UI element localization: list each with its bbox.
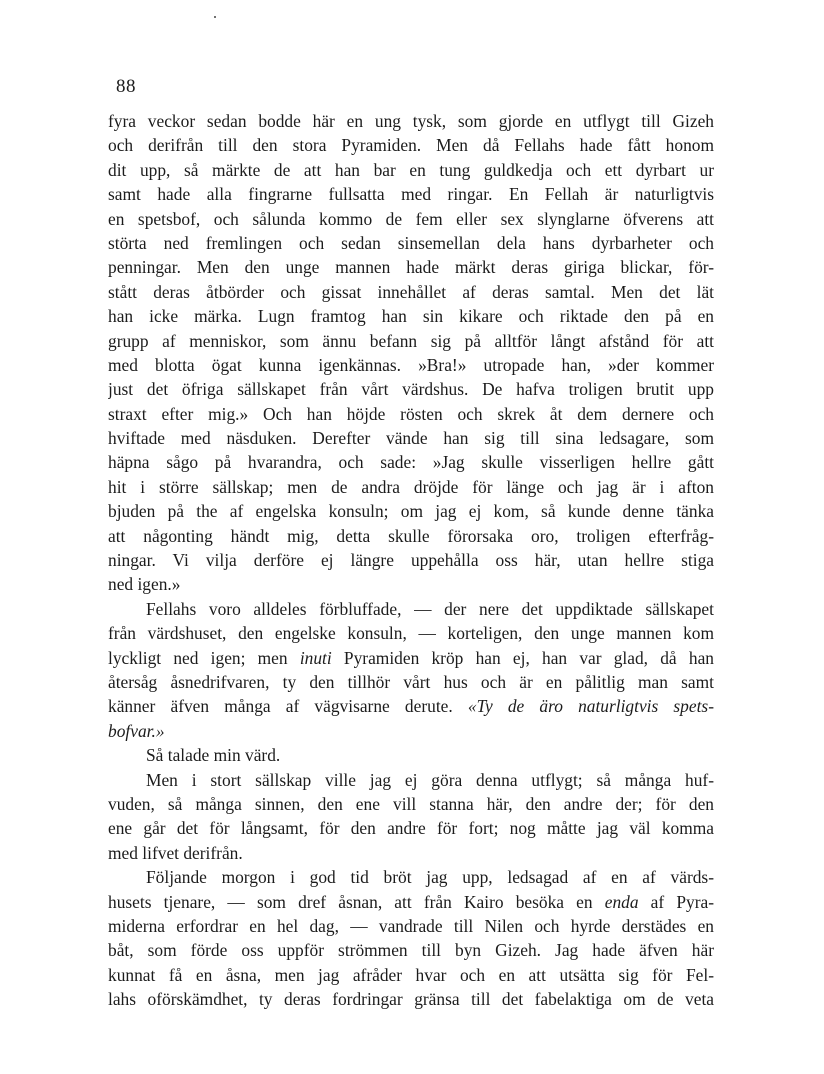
text-line: grupp af menniskor, som ännu befann sig på alltför långt afstånd för att: [108, 330, 714, 351]
text-line: hviftade med näsduken. Derefter vände han sig till sina ledsagare, som: [108, 428, 714, 449]
text-line: just det öfriga sällskapet från vårt värdshus. De hafva troligen brutit upp: [108, 379, 714, 400]
text-line: störta ned fremlingen och sedan sinsemellan dela hans dyrbarheter och: [108, 232, 714, 253]
text-line: ned igen.»: [108, 574, 181, 595]
text-line: hit i större sällskap; men de andra dröjde för länge och jag är i afton: [108, 476, 714, 497]
text-segment: husets tjenare, — som dref åsnan, att från Kairo besöka en: [108, 891, 605, 912]
italic-text: inuti: [299, 647, 332, 668]
text-line: återsåg åsnedrifvaren, ty den tillhör vårt hus och är en pålitlig man samt: [108, 671, 714, 692]
text-segment: af Pyra-: [638, 891, 714, 912]
text-line: bjuden på the af engelska konsuln; om jag ej kom, så kunde denne tänka: [108, 501, 714, 522]
text-line: straxt efter mig.» Och han höjde rösten och skrek åt dem dernere och: [108, 403, 714, 424]
text-line: ene går det för långsamt, för den andre för fort; nog måtte jag väl komma: [108, 818, 714, 839]
text-line: med blotta ögat kunna igenkännas. »Bra!» utropade han, »der kommer: [108, 354, 714, 375]
text-line: att någonting händt mig, detta skulle förorsaka oro, troligen efterfråg-: [108, 525, 714, 546]
text-line: Följande morgon i god tid bröt jag upp, ledsagad af en af värds-: [146, 867, 714, 888]
text-line: penningar. Men den unge mannen hade märkt deras giriga blickar, för-: [108, 257, 714, 278]
text-line: [108, 719, 714, 743]
italic-text: «Ty de äro naturligtvis spets-: [467, 696, 714, 717]
page-number: 88: [116, 76, 136, 97]
text-line: Men i stort sällskap ville jag ej göra denna utflygt; så många huf-: [146, 769, 714, 790]
text-line: en spetsbof, och sålunda kommo de fem eller sex slynglarne öfverens att: [108, 208, 714, 229]
text-line: fyra veckor sedan bodde här en ung tysk, som gjorde en utflygt till Gizeh: [108, 111, 714, 131]
body-text: [108, 109, 714, 1011]
text-line: stått deras åtbörder och gissat innehållet af deras samtal. Men det lät: [108, 281, 714, 302]
text-line: miderna erfordrar en hel dag, — vandrade till Nilen och hyrde derstädes en: [108, 915, 714, 936]
text-line: Fellahs voro alldeles förbluffade, — der nere det uppdiktade sällskapet: [146, 598, 714, 619]
text-line: dit upp, så märkte de att han bar en tung guldkedja och ett dyrbart ur: [108, 159, 714, 180]
text-line: och derifrån till den stora Pyramiden. Men då Fellahs hade fått honom: [108, 135, 714, 156]
text-line: från värdshuset, den engelske konsuln, — korteligen, den unge mannen kom: [108, 623, 714, 644]
text-line: [108, 890, 714, 914]
text-line: med lifvet derifrån.: [108, 842, 243, 863]
text-line: [108, 646, 714, 670]
text-line: Så talade min värd.: [146, 745, 281, 766]
text-line: vuden, så många sinnen, den ene vill stanna här, den andre der; för den: [108, 793, 714, 814]
text-segment: känner äfven många af vägvisarne derute.: [108, 696, 468, 717]
text-line: häpna sågo på hvarandra, och sade: »Jag skulle visserligen hellre gått: [108, 452, 714, 473]
text-line: lahs oförskämdhet, ty deras fordringar gränsa till det fabelaktiga om de veta: [108, 989, 714, 1010]
text-segment: Pyramiden kröp han ej, han var glad, då han: [331, 647, 714, 668]
text-line: ningar. Vi vilja derföre ej längre uppehålla oss här, utan hellre stiga: [108, 550, 714, 571]
ink-speck: [214, 16, 216, 18]
text-line: samt hade alla fingrarne fullsatta med ringar. En Fellah är naturligtvis: [108, 184, 714, 205]
text-line: kunnat få en åsna, men jag afråder hvar och en att utsätta sig för Fel-: [108, 964, 714, 985]
italic-text: enda: [604, 891, 639, 912]
text-line: [108, 694, 714, 718]
italic-text: bofvar.»: [108, 720, 165, 741]
text-segment: lyckligt ned igen; men: [108, 647, 300, 668]
text-line: han icke märka. Lugn framtog han sin kikare och riktade den på en: [108, 306, 714, 327]
text-line: båt, som förde oss uppför strömmen till byn Gizeh. Jag hade äfven här: [108, 940, 714, 961]
